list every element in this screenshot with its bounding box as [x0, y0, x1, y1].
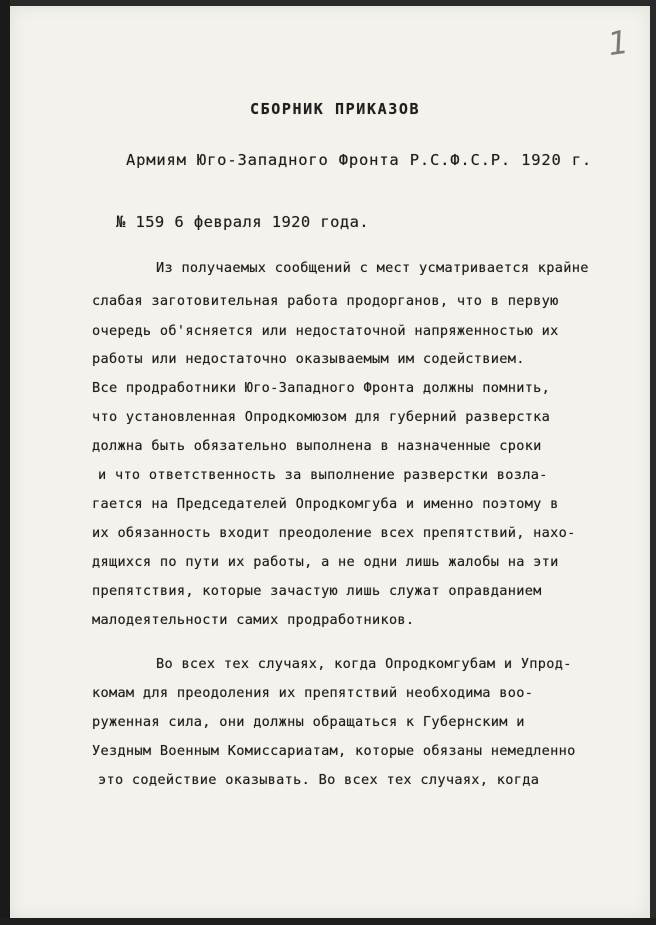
body-line: их обязанность входит преодоление всех препятствий, нахо-: [92, 525, 576, 541]
order-number-date: № 159 6 февраля 1920 года.: [116, 213, 370, 231]
body-line: Все продработники Юго-Западного Фронта должны помнить,: [92, 380, 551, 396]
body-line: что установленная Опродкомюзом для губерний разверстка: [92, 409, 551, 425]
body-line: дящихся по пути их работы, а не одни лишь жалобы на эти: [92, 554, 559, 570]
body-line: Во всех тех случаях, когда Опродкомгубам и Упрод-: [156, 656, 572, 672]
body-line: Из получаемых сообщений с мест усматривается крайне: [156, 260, 589, 276]
body-line: препятствия, которые зачастую лишь служат оправданием: [92, 583, 542, 599]
scan-bottom-edge: [0, 918, 656, 925]
body-line: и что ответственность за выполнение разверстки возла-: [98, 467, 548, 483]
document-subtitle: Армиям Юго-Западного Фронта Р.С.Ф.С.Р. 1920 г.: [126, 151, 593, 169]
body-line: Уездным Военным Комиссариатам, которые обязаны немедленно: [92, 743, 576, 759]
document-title: СБОРНИК ПРИКАЗОВ: [250, 100, 421, 118]
document-page: [10, 6, 650, 918]
body-line: гается на Председателей Опродкомгуба и именно поэтому в: [92, 496, 559, 512]
body-line: это содействие оказывать. Во всех тех случаях, когда: [98, 772, 540, 788]
body-line: очередь об'ясняется или недостаточной напряженностью их: [92, 323, 559, 339]
body-line: малодеятельности самих продработников.: [92, 612, 415, 628]
body-line: комам для преодоления их препятствий необходима воо-: [92, 685, 534, 701]
page-number: 1: [605, 22, 631, 64]
body-line: должна быть обязательно выполнена в назначенные сроки: [92, 438, 542, 454]
body-line: руженная сила, они должны обращаться к Губернским и: [92, 714, 525, 730]
body-line: работы или недостаточно оказываемым им содействием.: [92, 351, 525, 367]
body-line: слабая заготовительная работа продорганов, что в первую: [92, 293, 559, 309]
scan-left-edge: [0, 0, 10, 925]
